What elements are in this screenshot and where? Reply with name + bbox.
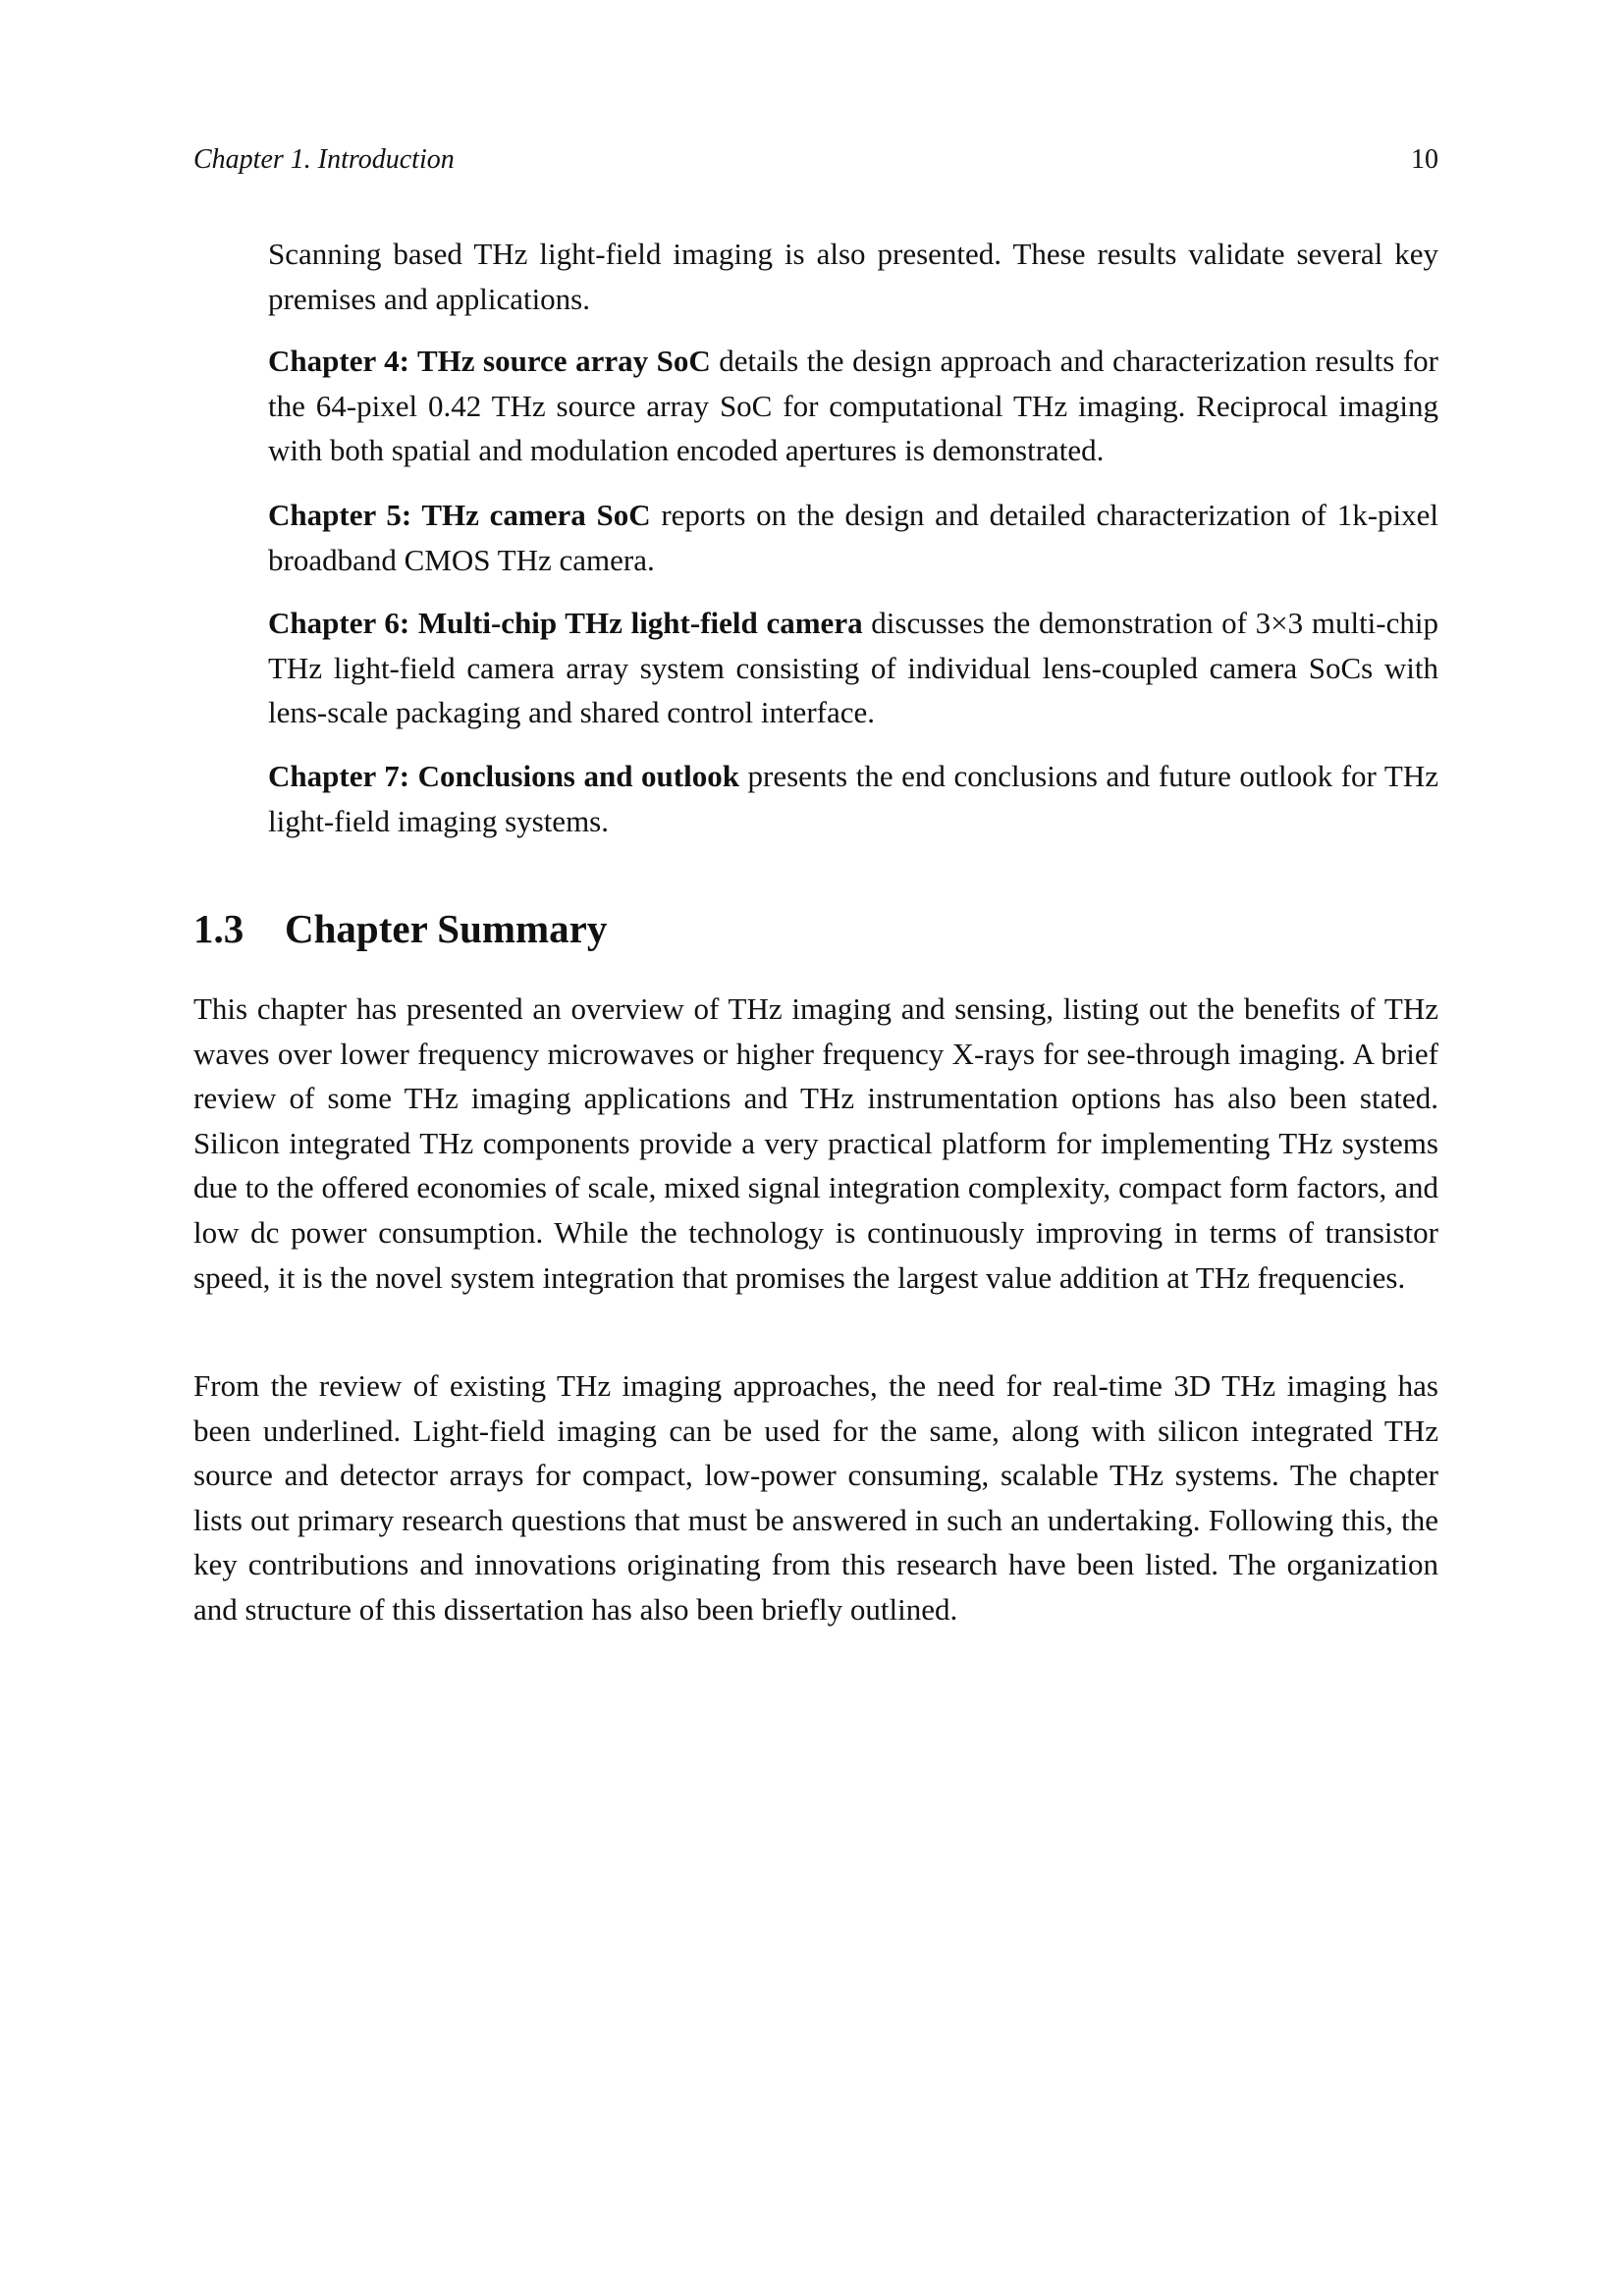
chapter-list-item [268, 493, 1438, 582]
chapter-5-title: Chapter 5: THz camera SoC [268, 498, 651, 532]
section-number: 1.3 [193, 906, 244, 951]
header-chapter-title: Chapter 1. Introduction [193, 144, 455, 175]
chapter-6-paragraph [268, 601, 1438, 735]
summary-paragraph-block [193, 1363, 1438, 1632]
chapter-list-item [268, 339, 1438, 473]
chapter-6-title: Chapter 6: Multi-chip THz light-field camera [268, 606, 863, 640]
chapter-list-item [268, 754, 1438, 843]
chapter-list-continuation [268, 232, 1438, 321]
chapter-4-title: Chapter 4: THz source array SoC [268, 344, 711, 378]
chapter-4-text: details the design approach and characterization results for the 64-pixel 0.42 THz source array SoC for computational THz imaging. Reciprocal imaging with both spatial and modulation encoded apertures is demonstrated. [268, 344, 1438, 468]
chapter-7-paragraph [268, 754, 1438, 843]
section-title: Chapter Summary [285, 906, 608, 951]
chapter-6-text: discusses the demonstration of 3×3 multi-chip THz light-field camera array system consisting of individual lens-coupled camera SoCs with lens-scale packaging and shared control interface. [268, 606, 1438, 730]
chapter-list-item [268, 601, 1438, 735]
chapter-4-paragraph [268, 339, 1438, 473]
summary-paragraph-1: This chapter has presented an overview of THz imaging and sensing, listing out the benefits of THz waves over lower frequency microwaves or higher frequency X-rays for see-through imaging. A brief review of some THz imaging applications and THz instrumentation options has also been stated. Silicon integrated THz components provide a very practical platform for implementing THz systems due to the offered economies of scale, mixed signal integration complexity, compact form factors, and low dc power consumption. While the technology is continuously improving in terms of transistor speed, it is the novel system integration that promises the largest value addition at THz frequencies. [193, 991, 1438, 1295]
section-heading [193, 901, 607, 956]
running-header [193, 140, 1438, 180]
page-number: 10 [1411, 144, 1438, 175]
chapter-5-paragraph [268, 493, 1438, 582]
summary-paragraph-block [193, 987, 1438, 1300]
continuation-paragraph: Scanning based THz light-field imaging is also presented. These results validate several key premises and applications. [268, 237, 1438, 316]
chapter-7-title: Chapter 7: Conclusions and outlook [268, 759, 739, 793]
chapter-7-text: presents the end conclusions and future outlook for THz light-field imaging systems. [268, 759, 1438, 838]
summary-paragraph-2: From the review of existing THz imaging approaches, the need for real-time 3D THz imaging has been underlined. Light-field imaging can be used for the same, along with silicon integrated THz source and detector arrays for compact, low-power consuming, scalable THz systems. The chapter lists out primary research questions that must be answered in such an undertaking. Following this, the key contributions and innovations originating from this research have been listed. The organization and structure of this dissertation has also been briefly outlined. [193, 1368, 1438, 1627]
chapter-5-text: reports on the design and detailed characterization of 1k-pixel broadband CMOS THz camera. [268, 498, 1439, 577]
